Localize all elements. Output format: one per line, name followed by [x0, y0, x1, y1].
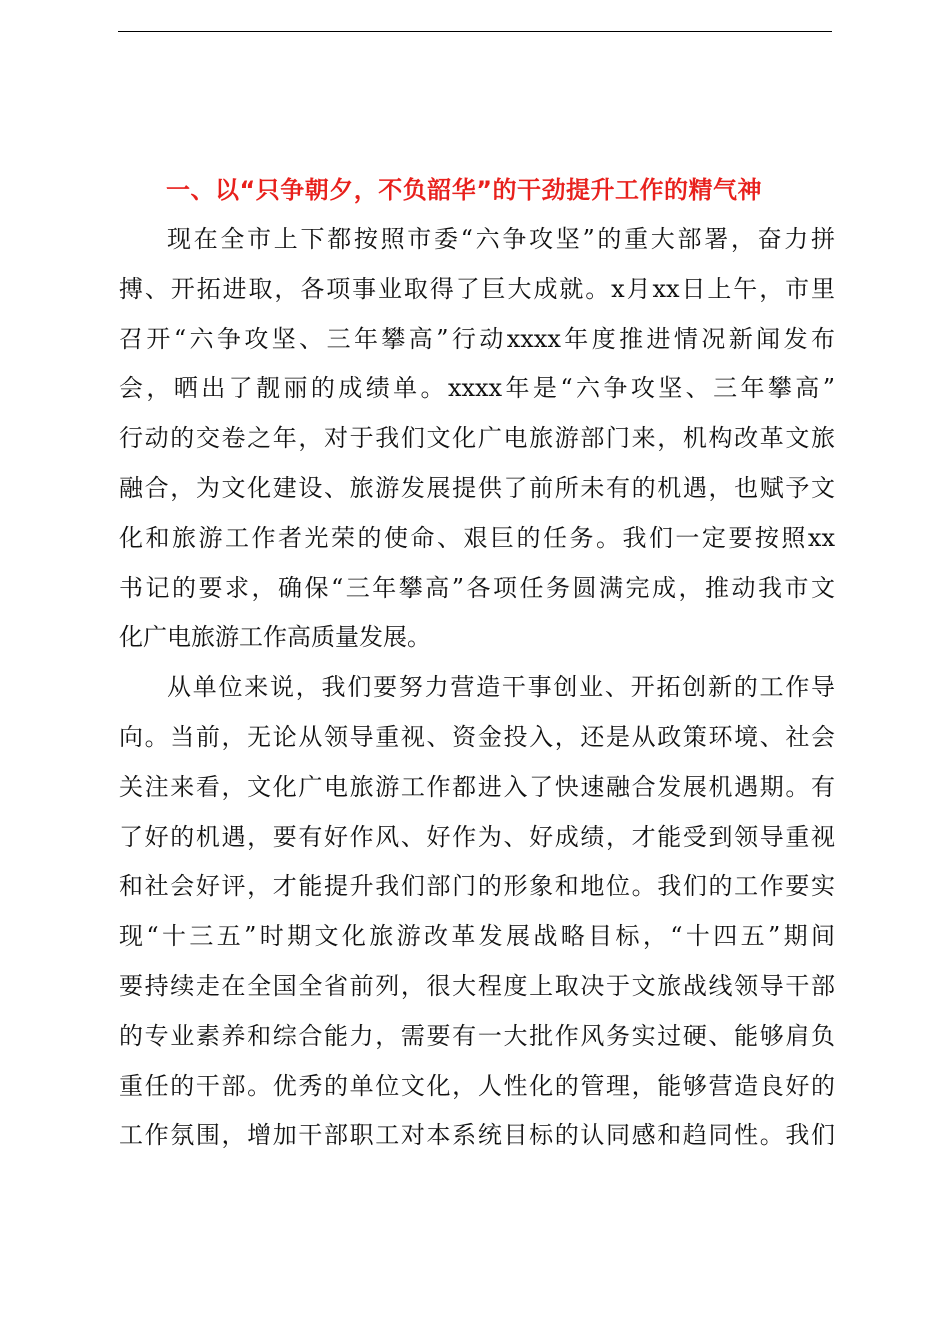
paragraph-line: 和社会好评，才能提升我们部门的形象和地位。我们的工作要实 — [119, 872, 835, 901]
paragraph-line: 工作氛围，增加干部职工对本系统目标的认同感和趋同性。我们 — [119, 1121, 835, 1150]
paragraph-line: 会，晒出了靓丽的成绩单。xxxx年是“六争攻坚、三年攀高” — [119, 374, 835, 403]
paragraph-line: 化广电旅游工作高质量发展。 — [119, 623, 431, 652]
paragraph-line: 重任的干部。优秀的单位文化，人性化的管理，能够营造良好的 — [119, 1071, 835, 1100]
paragraph-2 — [119, 663, 835, 1161]
paragraph-line: 融合，为文化建设、旅游发展提供了前所未有的机遇，也赋予文 — [119, 473, 835, 502]
paragraph-line: 化和旅游工作者光荣的使命、艰巨的任务。我们一定要按照xx — [119, 523, 835, 552]
paragraph-line: 行动的交卷之年，对于我们文化广电旅游部门来，机构改革文旅 — [119, 424, 835, 453]
paragraph-line: 从单位来说，我们要努力营造干事创业、开拓创新的工作导 — [167, 673, 835, 702]
header-rule — [118, 31, 832, 32]
paragraph-line: 搏、开拓进取，各项事业取得了巨大成就。x月xx日上午，市里 — [119, 274, 835, 303]
paragraph-line: 现在全市上下都按照市委“六争攻坚”的重大部署，奋力拼 — [167, 225, 835, 253]
paragraph-line: 了好的机遇，要有好作风、好作为、好成绩，才能受到领导重视 — [119, 822, 835, 851]
paragraph-1 — [119, 215, 835, 663]
document-body — [119, 165, 835, 1161]
section-heading: 一、以“只争朝夕，不负韶华”的干劲提升工作的精气神 — [166, 176, 763, 204]
paragraph-line: 要持续走在全国全省前列，很大程度上取决于文旅战线领导干部 — [119, 971, 835, 1000]
paragraph-line: 关注来看，文化广电旅游工作都进入了快速融合发展机遇期。有 — [119, 772, 835, 801]
paragraph-line: 书记的要求，确保“三年攀高”各项任务圆满完成，推动我市文 — [119, 573, 835, 602]
paragraph-line: 向。当前，无论从领导重视、资金投入，还是从政策环境、社会 — [119, 722, 835, 751]
paragraph-line: 现“十三五”时期文化旅游改革发展战略目标，“十四五”期间 — [119, 922, 835, 951]
paragraph-line: 召开“六争攻坚、三年攀高”行动xxxx年度推进情况新闻发布 — [119, 324, 835, 353]
paragraph-line: 的专业素养和综合能力，需要有一大批作风务实过硬、能够肩负 — [119, 1021, 835, 1050]
